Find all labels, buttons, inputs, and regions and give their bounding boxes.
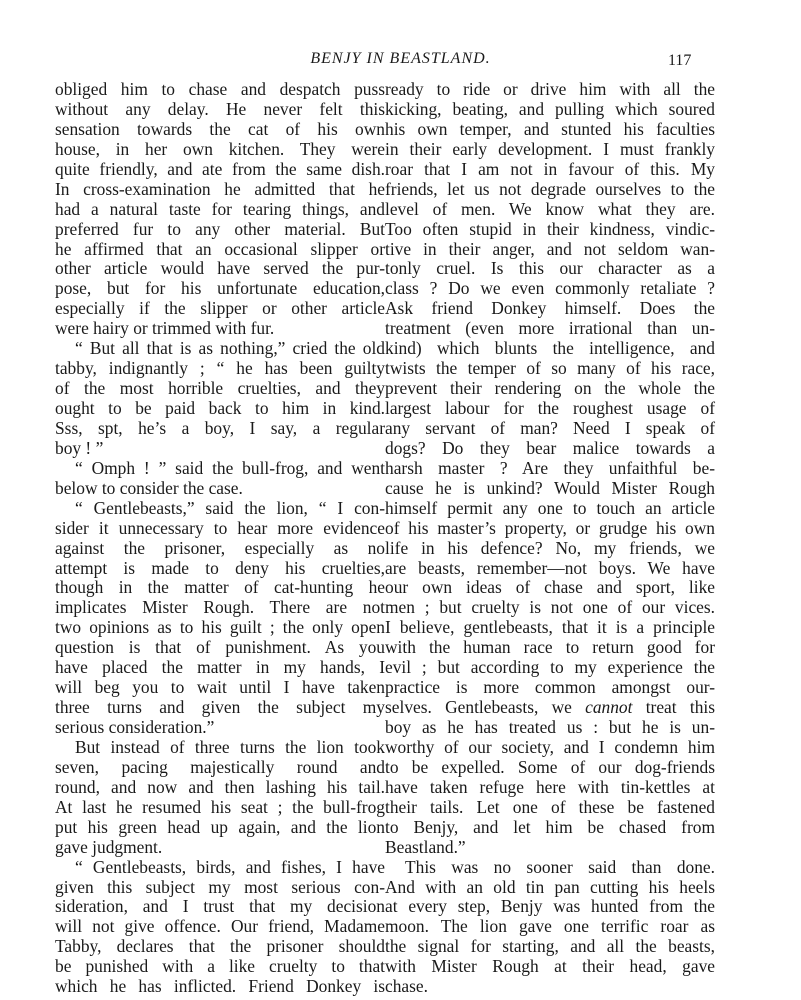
text-line: serious consideration.” [55,717,215,737]
text-line: ought to be paid back to him in kind. [55,398,385,418]
text-line: evil ; but according to my experience the [385,657,715,678]
text-line: preferred fur to any other material. But [55,218,385,239]
text-line: prevent their rendering on the whole the [385,378,715,399]
text-line: pose, but for his unfortunate education, [55,278,385,299]
text-line: “ Omph ! ” said the bull-frog, and went [75,457,385,478]
text-line: At last he resumed his seat ; the bull-frog [55,796,385,817]
text-line: against the prisoner, especially as no [55,537,385,558]
text-line: their tails. Let one of these be fastened [385,796,715,817]
text-line: friends, let us not degrade ourselves to the [385,178,715,199]
text-line: moon. The lion gave one terrific roar as [385,916,715,937]
text-line: treatment (even more irrational than un- [385,318,715,339]
text-line: This was no sooner said than done. [405,856,715,877]
text-line: himself permit any one to touch an article [385,497,715,518]
text-line: three turns and given the subject my [55,697,385,718]
text-line: with Mister Rough at their head, gave [385,956,715,977]
page-number: 117 [668,52,692,69]
text-line: sideration, and I trust that my decision [55,896,385,917]
text-line: worthy of our society, and I condemn him [385,736,715,757]
text-line: selves. Gentlebeasts, we cannot treat this [385,697,715,718]
text-line: will not give offence. Our friend, Madame [55,916,385,937]
text-line: gave judgment. [55,836,163,857]
text-line: to Benjy, and let him be chased from [385,816,715,837]
text-line: kicking, beating, and pulling which soured [385,98,715,119]
text-line: sider it unnecessary to hear more evidence [55,517,385,538]
text-line: level of men. We know what they are. [385,198,715,219]
text-line: will beg you to wait until I have taken [55,677,385,698]
text-line: harsh master ? Are they unfaithful be- [385,457,715,478]
text-line: Too often stupid in their kindness, vindic- [385,218,715,239]
text-line: roar that I am not in favour of this. My [385,158,715,179]
text-line: I believe, gentlebeasts, that it is a principle [385,617,715,638]
text-line: which he has inflicted. Friend Donkey is [55,976,385,997]
text-line: obliged him to chase and despatch puss [55,79,385,99]
text-line: to be expelled. Some of our dog-friends [385,756,715,777]
text-line: our own ideas of chase and sport, like [385,577,715,598]
text-line: of his master’s property, or grudge his own [385,517,715,538]
text-line: And with an old tin pan cutting his heels [385,876,715,897]
text-line: at every step, Benjy was hunted from the [385,896,715,917]
text-line: twists the temper of so many of his race, [385,358,715,379]
left-text-column [55,80,385,997]
text-line: two opinions as to his guilt ; the only open [55,617,385,638]
text-line: “ But all that is as nothing,” cried the old [75,338,385,359]
text-line: have taken refuge here with tin-kettles at [385,776,715,797]
text-line: tive in their anger, and not seldom wan- [385,238,715,259]
text-line: In cross-examination he admitted that he [55,178,385,199]
text-line: Beastland.” [385,836,466,857]
text-line: were hairy or trimmed with fur. [55,318,275,339]
text-line: seven, pacing majestically round and [55,756,385,777]
text-line: in their early development. I must frankly [385,138,715,159]
text-line: boy as he has treated us : but he is un- [385,717,715,737]
text-line: with the human race to return good for [385,637,715,658]
text-line: practice is more common amongst our- [385,677,715,698]
text-line: cause he is unkind? Would Mister Rough [385,477,715,498]
text-line: dogs? Do they bear malice towards a [385,437,715,458]
text-line: life in his defence? No, my friends, we [385,537,715,558]
text-line: given this subject my most serious con- [55,876,385,897]
text-line: of the most horrible cruelties, and they [55,378,385,399]
text-line: But instead of three turns the lion took [75,736,385,757]
text-line: have placed the matter in my hands, I [55,657,385,678]
text-line: without any delay. He never felt this [55,98,385,119]
text-line: any servant of man? Need I speak of [385,417,715,438]
text-line: tabby, indignantly ; “ he has been guilty [55,358,385,379]
text-line: Sss, spt, he’s a boy, I say, a regular [55,417,385,438]
text-line: men ; but cruelty is not one of our vices. [385,597,715,618]
text-line: other article would have served the pur- [55,258,385,279]
text-line: Ask friend Donkey himself. Does the [385,298,715,319]
text-line: class ? Do we even commonly retaliate ? [385,278,715,299]
text-line: had a natural taste for tearing things, and [55,198,385,219]
text-line: especially if the slipper or other article [55,298,385,319]
text-line: below to consider the case. [55,477,243,498]
text-line: house, in her own kitchen. They were [55,138,385,159]
text-line: sensation towards the cat of his own [55,118,385,139]
text-line: Tabby, declares that the prisoner should [55,936,385,957]
text-line: boy ! ” [55,437,104,458]
text-line: he affirmed that an occasional slipper or [55,238,385,259]
text-line: put his green head up again, and the lion [55,816,385,837]
text-line: quite friendly, and ate from the same dish. [55,158,385,179]
text-line: be punished with a like cruelty to that [55,956,385,977]
text-line: chase. [385,976,428,997]
right-text-column [385,80,715,997]
text-line: kind) which blunts the intelligence, and [385,338,715,359]
text-line: attempt is made to deny his cruelties, [55,557,385,578]
text-line: implicates Mister Rough. There are not [55,597,385,618]
text-line: round, and now and then lashing his tail. [55,776,385,797]
running-title: BENJY IN BEASTLAND. [310,50,491,67]
text-line: his own temper, and stunted his faculties [385,118,715,139]
text-line: “ Gentlebeasts,” said the lion, “ I con- [75,497,385,518]
text-line: the signal for starting, and all the beasts, [385,936,715,957]
text-line: tonly cruel. Is this our character as a [385,258,715,279]
text-line: are beasts, remember—not boys. We have [385,557,715,578]
text-line: ready to ride or drive him with all the [385,79,715,99]
text-line: though in the matter of cat-hunting he [55,577,385,598]
text-line: “ Gentlebeasts, birds, and fishes, I have [75,856,385,877]
text-line: question is that of punishment. As you [55,637,385,658]
text-line: largest labour for the roughest usage of [385,398,715,418]
